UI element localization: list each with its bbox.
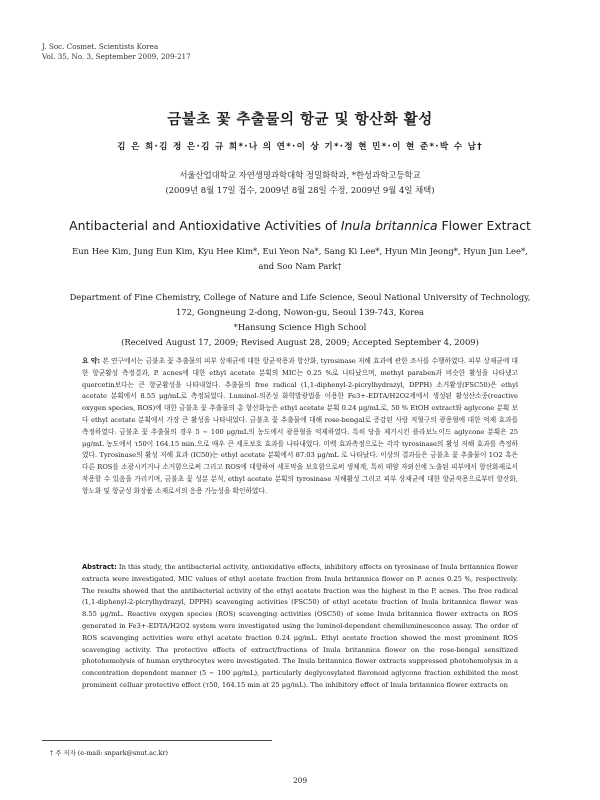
english-affiliation: [40, 290, 560, 350]
korean-abstract-text: 본 연구에서는 금불초 꽃 추출물의 피부 상재균에 대한 항균작용과 항산화, tyrosinase 저해 효과에 관한 조사를 수행하였다. 피부 상재균에 대한 항균활성 측정결과, P. acnes에 대한 ethyl acetate 분획의 MIC는 0.25 %로 나타났으며, methyl paraben과 비슷한 활성을 나타냈고 quercetin보다는 큰 항균활성을 나타내었다. 추출물의 free radical (1,1-diphenyl-2-picrylhydrazyl, DPPH) 소거활성(FSC50)은 ethyl acetate 분획에서 8.55 μg/mL로 측정되었다. Luminol-의존성 화학발광법을 이용한 Fe3+-EDTA/H2O2계에서 생성된 활성산소종(reactive oxygen species, ROS)에 대한 금불초 꽃 추출물의 총 항산화능은 ethyl acetate 분획 0.24 μg/mL로, 50 % EtOH extract와 aglycone 분획 보다 ethyl acetate 분획에서 가장 큰 활성을 나타내었다. 금불초 꽃 추출물에 대해 rose-bengal로 증감된 사람 적혈구의 광용혈에 대한 억제 효과를 측정하였다. 금불초 꽃 추출물의 경우 5 ∼ 100 μg/mL의 농도에서 광용혈을 억제하였다. 특히 당을 제거시킨 플라보노이드 aglycone 분획은 25 μg/mL 농도에서 τ50이 164.15 min.으로 매우 큰 세포보호 효과를 나타내었다. 미백 효과측정으로는 각각 tyrosinase의 활성 저해 효과를 측정하였다. Tyrosinase의 활성 저해 효과 (IC50)는 ethyl acetate 분획에서 87.03 μg/mL 로 나타났다. 이상의 결과들은 금불초 꽃 추출물이 1O2 혹은 다른 ROS를 소광시키거나 소거함으로써 그리고 ROS에 대항하여 세포막을 보호함으로써 생체계, 특히 태양 자외선에 노출된 피부에서 항산화제로서 작용할 수 있음을 가리키며, 금불초 꽃 성분 분석, ethyl acetate 분획의 tyrosinase 저해활성 그리고 피부 상재균에 대한 항균작용으로부터 항산화, 항노화 및 항균성 화장품 소재로서의 응용 가능성을 확인하였다.: [82, 357, 518, 495]
english-authors-line2: and Soo Nam Park†: [258, 261, 342, 271]
english-affiliation-line2: 172, Gongneung 2-dong, Nowon-gu, Seoul 139-743, Korea: [175, 307, 425, 317]
korean-authors: 김 은 희·김 정 은·김 규 희*·나 의 연*·이 상 기*·정 현 민*·이 현 준*·박 수 남†: [117, 142, 483, 152]
korean-dates-line: (2009년 8월 17일 접수, 2009년 8월 28일 수정, 2009년 9월 4일 채택): [165, 185, 435, 195]
footnote-divider: [42, 740, 272, 741]
english-title: [0, 218, 600, 233]
english-dates-line: (Received August 17, 2009; Revised August 28, 2009; Accepted September 4, 2009): [121, 337, 479, 347]
page-number: 209: [292, 776, 308, 785]
english-authors: [40, 244, 560, 274]
journal-name: J. Soc. Cosmet. Scientists Korea: [42, 42, 159, 51]
korean-abstract-label: 요 약:: [82, 357, 101, 365]
english-title-species: Inula britannica: [340, 218, 438, 233]
english-affiliation-line1: Department of Fine Chemistry, College of Nature and Life Science, Seoul National University of Technology,: [69, 292, 531, 302]
journal-issue: Vol. 35, No. 3, September 2009, 209-217: [42, 52, 191, 61]
corresponding-author-footnote: † 주 저자 (e-mail: snpark@snut.ac.kr): [50, 749, 168, 757]
english-authors-line1: Eun Hee Kim, Jung Eun Kim, Kyu Hee Kim*, Eui Yeon Na*, Sang Ki Lee*, Hyun Min Jeong*, Hyun Jun Lee*,: [72, 246, 528, 256]
english-title-post: Flower Extract: [437, 218, 531, 233]
english-abstract-label: Abstract:: [82, 563, 117, 571]
korean-abstract: [82, 356, 518, 498]
english-abstract: [82, 562, 518, 692]
korean-affiliation: [0, 168, 600, 198]
english-abstract-text: In this study, the antibacterial activity, antioxidative effects, inhibitory effects on tyrosinase of Inula britannica flower extracts were investigated. MIC values of ethyl acetate fraction from Inula britannica flower on P. acnes 0.25 %, respectively. The results showed that the antibacterial activity of the ethyl acetate fraction was the highest in the P. acnes. The free radical (1,1-diphenyl-2-picrylhydrazyl, DPPH) scavenging activities (FSC50) of ethyl acetate fraction of Inula britannica flower was 8.55 μg/mL. Reactive oxygen species (ROS) scavenging activities (OSC50) of some Inula britannica flower extracts on ROS generated in Fe3+-EDTA/H2O2 system were investigated using the luminol-dependent chemiluminescence assay. The order of ROS scavenging activities were ethyl acetate fraction 0.24 μg/mL. Ethyl acetate fraction showed the most prominent ROS scavenging activity. The protective effects of extract/fractions of Inula britannica flower on the rose-bengal sensitized photohemolysis of human erythrocytes were investigated. The Inula britannica flower extracts suppressed photohemolysis in a concentration dependent manner (5 ∼ 100 μg/mL), particularly deglycosylated flavonoid aglycone fraction exhibited the most prominent celluar protective effect (τ50, 164.15 min at 25 μg/mL). The inhibitory effect of Inula britannica flower extracts on: [82, 563, 518, 689]
korean-title: 금불초 꽃 추출물의 항균 및 항산화 활성: [167, 112, 433, 128]
korean-affiliation-line: 서울산업대학교 자연생명과학대학 정밀화학과, *한성과학고등학교: [179, 170, 421, 180]
journal-header: [42, 42, 191, 62]
english-title-pre: Antibacterial and Antioxidative Activities of: [69, 218, 341, 233]
english-affiliation-line3: *Hansung Science High School: [233, 322, 367, 332]
